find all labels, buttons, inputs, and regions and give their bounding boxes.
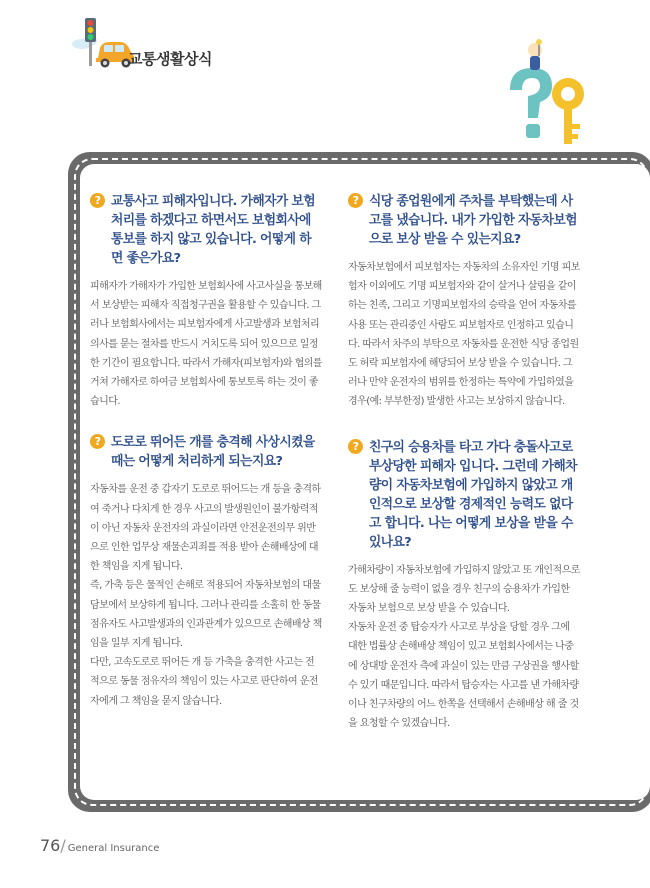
answer-paragraph: 자동차 운전 중 탑승자가 사고로 부상을 당할 경우 그에 대한 법률상 손해배상 책임이 있고 보험회사에서는 나중에 상대방 운전자 측에 과실이 있는 만큼 구상권을 행사할 수 있기 때문입니다. 따라서 탑승자는 사고를 낸 가해차량이나 친구차량의 어느 한쪽을 선택해서 손해배상 해 줄 것을 요청할 수 있겠습니다.	[348, 622, 579, 730]
answer-text	[348, 561, 580, 734]
page-footer: 76/ General Insurance	[40, 836, 160, 855]
page-number: 76	[40, 836, 61, 855]
qa-block	[90, 192, 322, 411]
answer-text	[90, 480, 322, 710]
question-mark-icon: ?	[90, 434, 105, 449]
question-mark-icon: ?	[348, 193, 363, 208]
question-heading: ? 식당 종업원에게 주차를 부탁했는데 사고를 냈습니다. 내가 가입한 자동차보험으로 보상 받을 수 있는지요?	[348, 192, 580, 249]
answer-paragraph: 다만, 고속도로로 뛰어든 개 등 가축을 충격한 사고는 전적으로 동물 점유자의 책임이 있는 사고로 판단하여 운전자에게 그 책임을 묻지 않습니다.	[90, 657, 318, 707]
question-heading: ? 친구의 승용차를 타고 가다 충돌사고로 부상당한 피해자 입니다. 그런데 가해차량이 자동차보험에 가입하지 않았고 개인적으로 보상할 경제적인 능력도 없다고 합니다. 나는 어떻게 보상을 받을 수 있나요?	[348, 438, 580, 552]
answer-text	[348, 258, 580, 412]
answer-paragraph: 즉, 가축 등은 물적인 손해로 적용되어 자동차보험의 대물담보에서 보상하게 됩니다. 그러나 관리를 소홀히 한 동물 점유자도 사고발생과의 인과관계가 있으므로 손해배상 책임을 일부 지게 됩니다.	[90, 580, 322, 650]
answer-paragraph: 자동차를 운전 중 갑자기 도로로 뛰어드는 개 등을 충격하여 죽거나 다치게 한 경우 사고의 발생원인이 불가항력적이 아닌 자동차 운전자의 과실이라면 안전운전의무 위반으로 인한 업무상 재물손괴죄를 적용 받아 손해배상에 대한 책임을 지게 됩니다.	[90, 484, 321, 573]
question-heading: ? 도로로 뛰어든 개를 충격해 사상시켰을 때는 어떻게 처리하게 되는지요?	[90, 433, 322, 471]
question-mark-icon: ?	[348, 439, 363, 454]
qa-block	[348, 438, 580, 734]
answer-text	[90, 277, 322, 411]
page-header	[68, 18, 368, 78]
left-column	[90, 192, 322, 727]
content-area	[80, 164, 650, 800]
answer-paragraph: 피해자가 가해자가 가입한 보험회사에 사고사실을 통보해서 보상받는 피해자 직접청구권을 활용할 수 있습니다. 그러나 보험회사에서는 피보험자에게 사고발생과 보험처리 의사를 묻는 절차를 반드시 거치도록 되어 있으므로 일정한 기간이 필요합니다. 따라서 가해자(피보험자)와 협의를 거쳐 가해자로 하여금 보험회사에 통보토록 하는 것이 좋습니다.	[90, 281, 323, 408]
answer-paragraph: 가해차량이 자동차보험에 가입하지 않았고 또 개인적으로도 보상해 줄 능력이 없을 경우 친구의 승용차가 가입한 자동차 보험으로 보상 받을 수 있습니다.	[348, 564, 580, 615]
section-title: 교통생활상식	[128, 50, 212, 68]
qa-block	[348, 192, 580, 412]
question-key-mascot-icon	[502, 38, 592, 150]
qa-block	[90, 433, 322, 710]
question-mark-icon: ?	[90, 193, 105, 208]
question-heading: ? 교통사고 피해자입니다. 가해자가 보험처리를 하겠다고 하면서도 보험회사에 통보를 하지 않고 있습니다. 어떻게 하면 좋은가요?	[90, 192, 322, 268]
answer-paragraph: 자동차보험에서 피보험자는 자동차의 소유자인 기명 피보험자 이외에도 기명 피보험자와 같이 살거나 살림을 같이 하는 친족, 그리고 기명피보험자의 승락을 얻어 자동차를 사용 또는 관리중인 사람도 피보험자로 인정하고 있습니다. 따라서 차주의 부탁으로 자동차를 운전한 식당 종업원도 허락 피보험자에 해당되어 보상 받을 수 있습니다. 그러나 만약 운전자의 범위를 한정하는 특약에 가입하였을 경우(예: 부부한정) 발생한 사고는 보상하지 않습니다.	[348, 262, 580, 408]
right-column	[348, 192, 580, 749]
publication-label: General Insurance	[67, 843, 160, 854]
